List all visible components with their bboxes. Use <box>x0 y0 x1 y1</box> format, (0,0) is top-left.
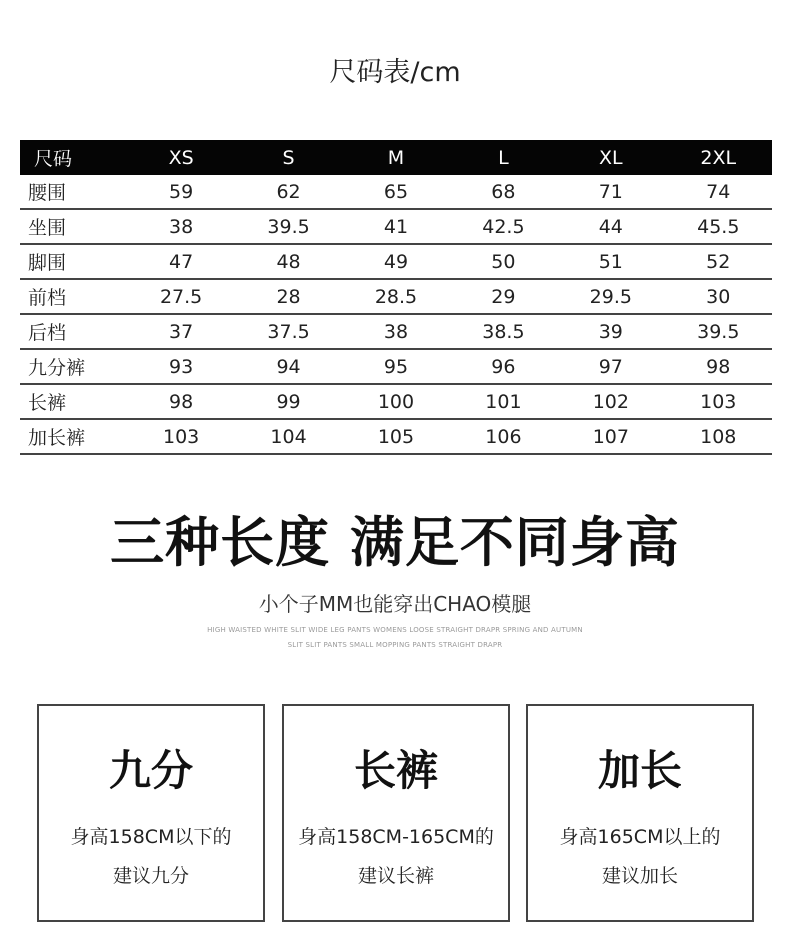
table-cell: 106 <box>450 419 557 454</box>
table-cell: 37.5 <box>235 314 342 349</box>
card-recommendation: 建议加长 <box>601 865 678 887</box>
table-cell: 100 <box>342 384 449 419</box>
table-cell: 27.5 <box>127 279 234 314</box>
table-cell: 29 <box>450 279 557 314</box>
table-row <box>20 209 772 244</box>
table-cell: 30 <box>665 279 772 314</box>
table-cell: 98 <box>127 384 234 419</box>
column-header: S <box>235 140 342 175</box>
table-cell: 98 <box>665 349 772 384</box>
table-cell: 105 <box>342 419 449 454</box>
tagline: SLIT SLIT PANTS SMALL MOPPING PANTS STRAIGHT DRAPR <box>287 641 503 649</box>
table-cell: 97 <box>557 349 664 384</box>
column-header: M <box>342 140 449 175</box>
table-cell: 71 <box>557 175 664 209</box>
table-row <box>20 279 772 314</box>
table-cell: 103 <box>127 419 234 454</box>
row-label: 前档 <box>20 279 127 314</box>
table-cell: 96 <box>450 349 557 384</box>
card-description: 身高158CM以下的 <box>70 826 232 848</box>
table-cell: 65 <box>342 175 449 209</box>
table-cell: 95 <box>342 349 449 384</box>
row-label: 后档 <box>20 314 127 349</box>
table-cell: 45.5 <box>665 209 772 244</box>
table-cell: 101 <box>450 384 557 419</box>
card-title: 长裤 <box>353 746 438 795</box>
table-cell: 93 <box>127 349 234 384</box>
table-cell: 47 <box>127 244 234 279</box>
length-card-extra-long <box>526 704 754 922</box>
table-cell: 38 <box>127 209 234 244</box>
headline: 三种长度 满足不同身高 <box>110 511 680 574</box>
table-cell: 41 <box>342 209 449 244</box>
card-recommendation: 建议长裤 <box>357 865 434 887</box>
table-cell: 44 <box>557 209 664 244</box>
column-header: 尺码 <box>20 140 127 175</box>
table-row <box>20 419 772 454</box>
table-header-row <box>20 140 772 175</box>
table-cell: 38.5 <box>450 314 557 349</box>
table-cell: 38 <box>342 314 449 349</box>
table-cell: 107 <box>557 419 664 454</box>
table-cell: 104 <box>235 419 342 454</box>
table-cell: 59 <box>127 175 234 209</box>
card-description: 身高165CM以上的 <box>559 826 721 848</box>
row-label: 腰围 <box>20 175 127 209</box>
table-cell: 39 <box>557 314 664 349</box>
table-cell: 94 <box>235 349 342 384</box>
table-cell: 48 <box>235 244 342 279</box>
table-cell: 39.5 <box>665 314 772 349</box>
row-label: 加长裤 <box>20 419 127 454</box>
table-cell: 68 <box>450 175 557 209</box>
table-cell: 50 <box>450 244 557 279</box>
table-cell: 74 <box>665 175 772 209</box>
table-cell: 37 <box>127 314 234 349</box>
column-header: 2XL <box>665 140 772 175</box>
table-cell: 28.5 <box>342 279 449 314</box>
table-cell: 28 <box>235 279 342 314</box>
table-cell: 51 <box>557 244 664 279</box>
table-cell: 49 <box>342 244 449 279</box>
column-header: L <box>450 140 557 175</box>
table-cell: 52 <box>665 244 772 279</box>
tagline: HIGH WAISTED WHITE SLIT WIDE LEG PANTS WOMENS LOOSE STRAIGHT DRAPR SPRING AND AUTUMN <box>207 626 583 634</box>
table-cell: 39.5 <box>235 209 342 244</box>
table-cell: 29.5 <box>557 279 664 314</box>
table-cell: 103 <box>665 384 772 419</box>
table-row <box>20 244 772 279</box>
table-cell: 42.5 <box>450 209 557 244</box>
row-label: 九分裤 <box>20 349 127 384</box>
table-row <box>20 349 772 384</box>
size-table <box>20 140 772 455</box>
column-header: XL <box>557 140 664 175</box>
table-cell: 102 <box>557 384 664 419</box>
column-header: XS <box>127 140 234 175</box>
row-label: 脚围 <box>20 244 127 279</box>
card-title: 加长 <box>597 746 682 795</box>
table-cell: 108 <box>665 419 772 454</box>
row-label: 坐围 <box>20 209 127 244</box>
table-row <box>20 384 772 419</box>
page-title: 尺码表/cm <box>329 57 461 88</box>
card-title: 九分 <box>108 746 193 795</box>
row-label: 长裤 <box>20 384 127 419</box>
length-card-ninth <box>37 704 265 922</box>
card-description: 身高158CM-165CM的 <box>298 826 494 848</box>
card-recommendation: 建议九分 <box>112 865 189 887</box>
table-row <box>20 175 772 209</box>
table-row <box>20 314 772 349</box>
table-cell: 62 <box>235 175 342 209</box>
table-cell: 99 <box>235 384 342 419</box>
length-card-long <box>282 704 510 922</box>
subheadline: 小个子MM也能穿出CHAO模腿 <box>258 592 532 616</box>
